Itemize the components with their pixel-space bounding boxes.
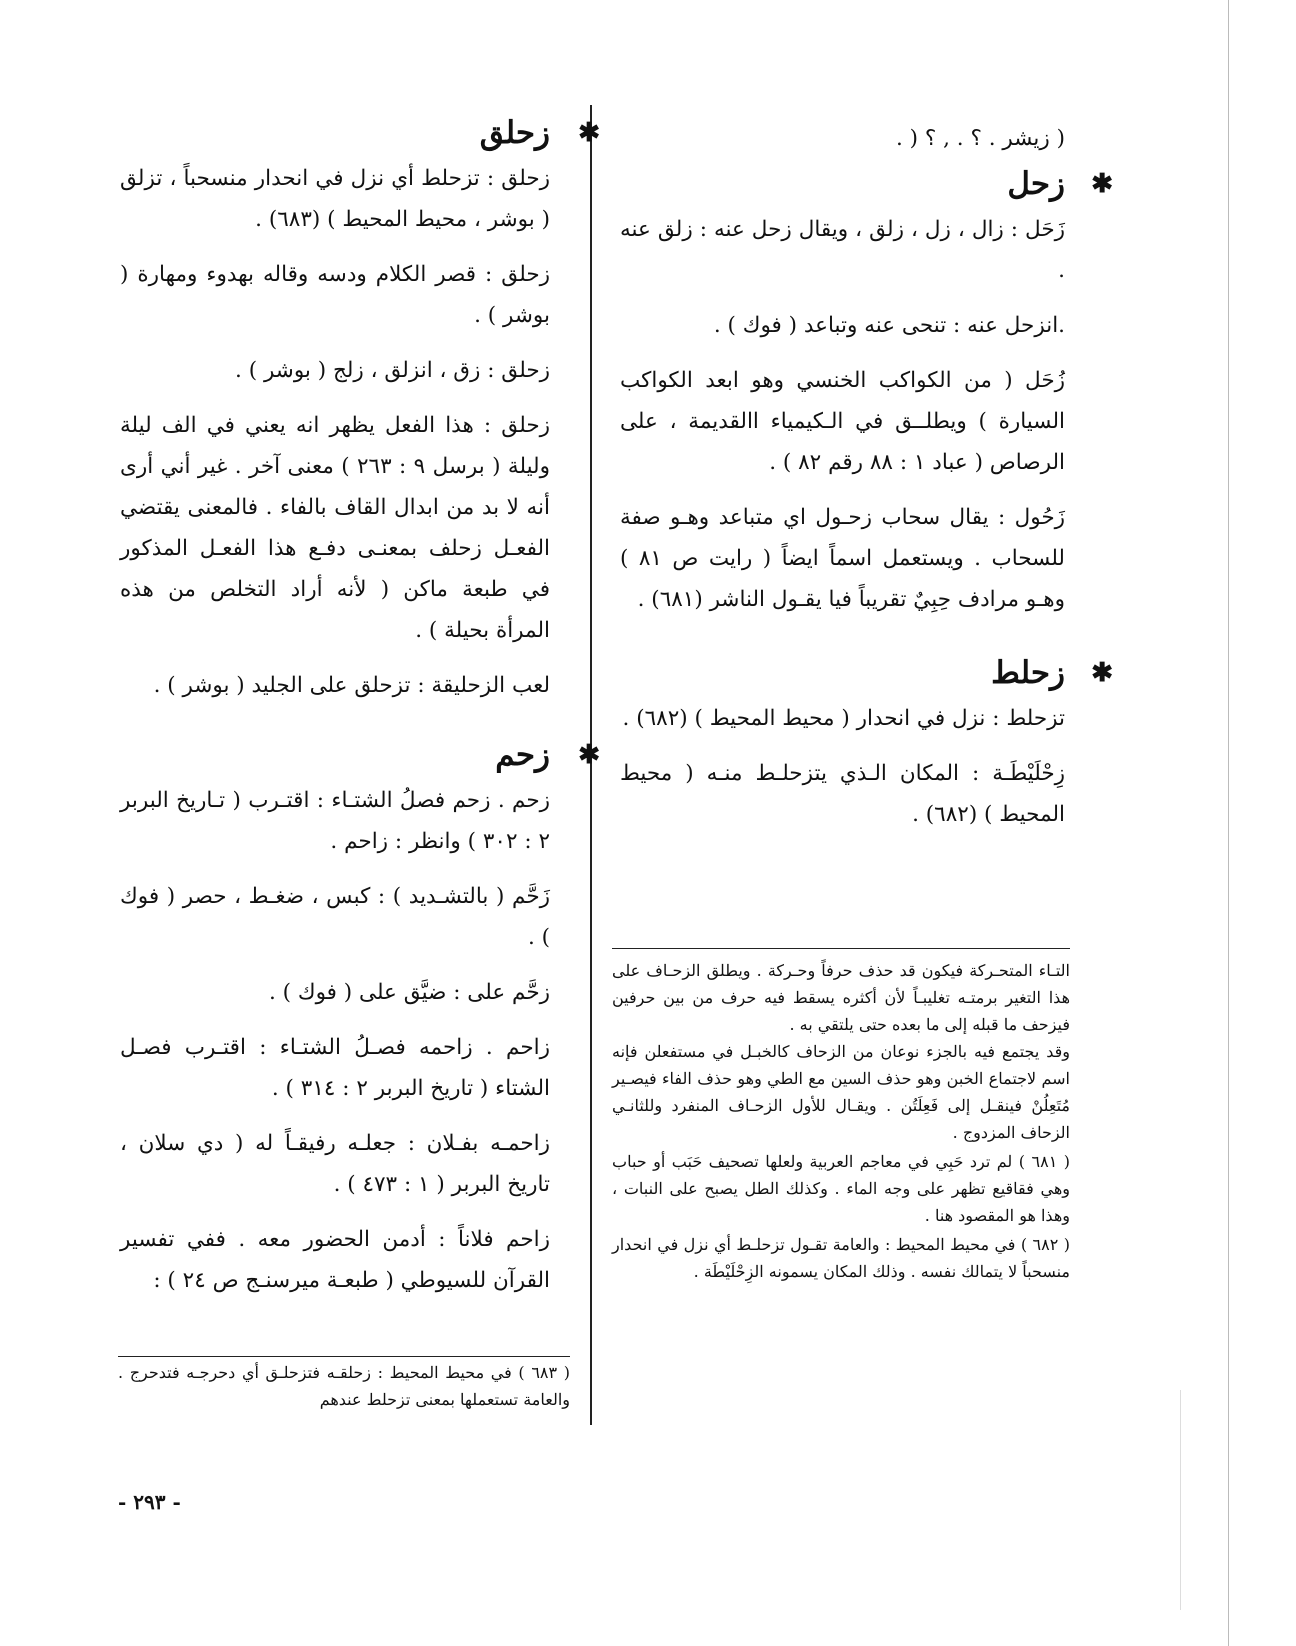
entry-paragraph: .انزحل عنه : تنحى عنه وتباعد ( فوك ) . (713, 313, 1065, 338)
entry (120, 110, 600, 706)
entry-paragraph: زحلق : زق ، انزلق ، زلج ( بوشر ) . (235, 358, 550, 383)
entry-paragraph: زاحمـه بفـلان : جعلـه رفيقـاً له ( دي سلان ، تاريخ البربر ( ١ : ٤٧٣ ) . (120, 1131, 550, 1197)
continued-text: ( زيشر . ؟ . , ؟ ( . (895, 126, 1065, 151)
footnote: ( ٦٨١ ) لم ترد حَبِي في معاجم العربية ولعلها تصحيف حَبَب أو حباب وهي فقاقيع تظهر على وجه الماء . وكذلك الطل يصبح على النبات ، وهذا هو المقصود هنا . (612, 1152, 1071, 1225)
footnotes-left (118, 1356, 570, 1413)
footnote: ( ٦٨٢ ) في محيط المحيط : والعامة تقـول تزحلـط أي نزل في انحدار منسحباً لا يتمالك نفسه . وذلك المكان يسمونه الزِحْلَيْطَة . (612, 1235, 1071, 1281)
entry-paragraph: زَحَل : زال ، زل ، زلق ، ويقال زحل عنه : زلق عنه . (620, 217, 1065, 283)
entry-paragraph: زحلق : هذا الفعل يظهر انه يعني في الف ليلة وليلة ( برسل ٩ : ٢٦٣ ) معنى آخر . غير أني أرى أنه لا بد من ابدال القاف بالفاء . فالمعنى يقتضي الفعـل زحلف بمعنـى دفـع هذا الفعـل المذكور في طبعة ماكن ( لأنه أراد التخلص من هذه المرأة بحيلة ) . (120, 413, 550, 643)
entry-paragraph: زحَّم على : ضيَّق على ( فوك ) . (268, 980, 550, 1005)
page-number: - ٢٩٣ - (118, 1490, 181, 1514)
entry-paragraph: زَحُول : يقال سحاب زحـول اي متباعد وهـو صفة للسحاب . ويستعمل اسماً ايضاً ( رايت ص ٨١ ) وهـو مرادف حِبِيٌ تقريباً فيا يقـول الناشر (٦٨١) . (620, 505, 1065, 612)
asterisk-icon: ✱ (578, 118, 600, 148)
right-column (620, 118, 1113, 849)
entry-paragraph: زحلق : قصر الكلام ودسه وقاله بهدوء ومهارة ( بوشر ) . (120, 262, 550, 328)
entry-headword: ✱ زحل (620, 161, 1065, 207)
entry-paragraph: زَحَّم ( بالتشـديد ) : كبس ، ضغـط ، حصر ( فوك ) . (120, 884, 550, 950)
entry-paragraph: تزحلط : نزل في انحدار ( محيط المحيط ) (٦٨٢) . (622, 706, 1065, 731)
footnote: ( ٦٨٣ ) في محيط المحيط : زحلقـه فتزحلـق أي دحرجـه فتدحرج . والعامة تستعملها بمعنى تزحلط عندهم (118, 1363, 570, 1409)
entry-paragraph: لعب الزحليقة : تزحلق على الجليد ( بوشر ) . (153, 673, 550, 698)
footnotes-right (612, 948, 1070, 1285)
left-column (120, 110, 600, 1315)
entry (620, 650, 1113, 835)
asterisk-icon: ✱ (1091, 658, 1113, 688)
entry-paragraph: زِحْلَيْطَـة : المكان الـذي يتزحلـط منـه ( محيط المحيط ) (٦٨٢) . (620, 761, 1065, 827)
asterisk-icon: ✱ (578, 740, 600, 770)
entry-paragraph: زحلق : تزحلط أي نزل في انحدار منسحباً ، تزلق ( بوشر ، محيط المحيط ) (٦٨٣) . (120, 166, 550, 232)
footnote: وقد يجتمع فيه بالجزء نوعان من الزحاف كالخبـل في مستفعلن فإنه اسم لاجتماع الخبن وهو حذف السين مع الطي وهو حذف الفاء فيصـير مُتَعِلُنْ فينقـل إلى فَعِلَتُن . ويقـال للأول الزحـاف المنفرد وللثانـي الزحاف المزدوج . (612, 1042, 1071, 1142)
footnote: التـاء المتحـركة فيكون قد حذف حرفاً وحـركة . ويطلق الزحـاف على هذا التغير برمتـه تغليبـاً لأن أكثره يسقط فيه حرف من بين حرفين فيزحف ما قبله إلى ما بعده حتى يلتقي به . (612, 961, 1070, 1034)
page-edge-line-faint (1180, 1390, 1181, 1610)
entry-headword: ✱ زحم (120, 732, 550, 778)
entry-paragraph: زاحم فلاناً : أدمن الحضور معه . ففي تفسير القرآن للسيوطي ( طبعـة ميرسنـج ص ٢٤ ) : (120, 1227, 550, 1293)
asterisk-icon: ✱ (1091, 169, 1113, 199)
entry-headword: ✱ زحلط (620, 650, 1065, 696)
entry (120, 732, 600, 1301)
page-edge-line (1228, 0, 1229, 1646)
entry (620, 161, 1113, 620)
entry-paragraph: زاحم . زاحمه فصـلُ الشتـاء : اقتـرب فصـل الشتاء ( تاريخ البربر ٢ : ٣١٤ ) . (120, 1035, 550, 1101)
entry-paragraph: زحم . زحم فصلُ الشتـاء : اقتـرب ( تـاريخ البربر ٢ : ٣٠٢ ) وانظر : زاحم . (120, 788, 550, 854)
entry-paragraph: زُحَل ( من الكواكب الخنسي وهو ابعد الكواكب السيارة ) ويطلــق في الـكيمياء االقديمة ، على الرصاص ( عباد ١ : ٨٨ رقم ٨٢ ) . (620, 368, 1065, 475)
entry-headword: ✱ زحلق (120, 110, 550, 156)
